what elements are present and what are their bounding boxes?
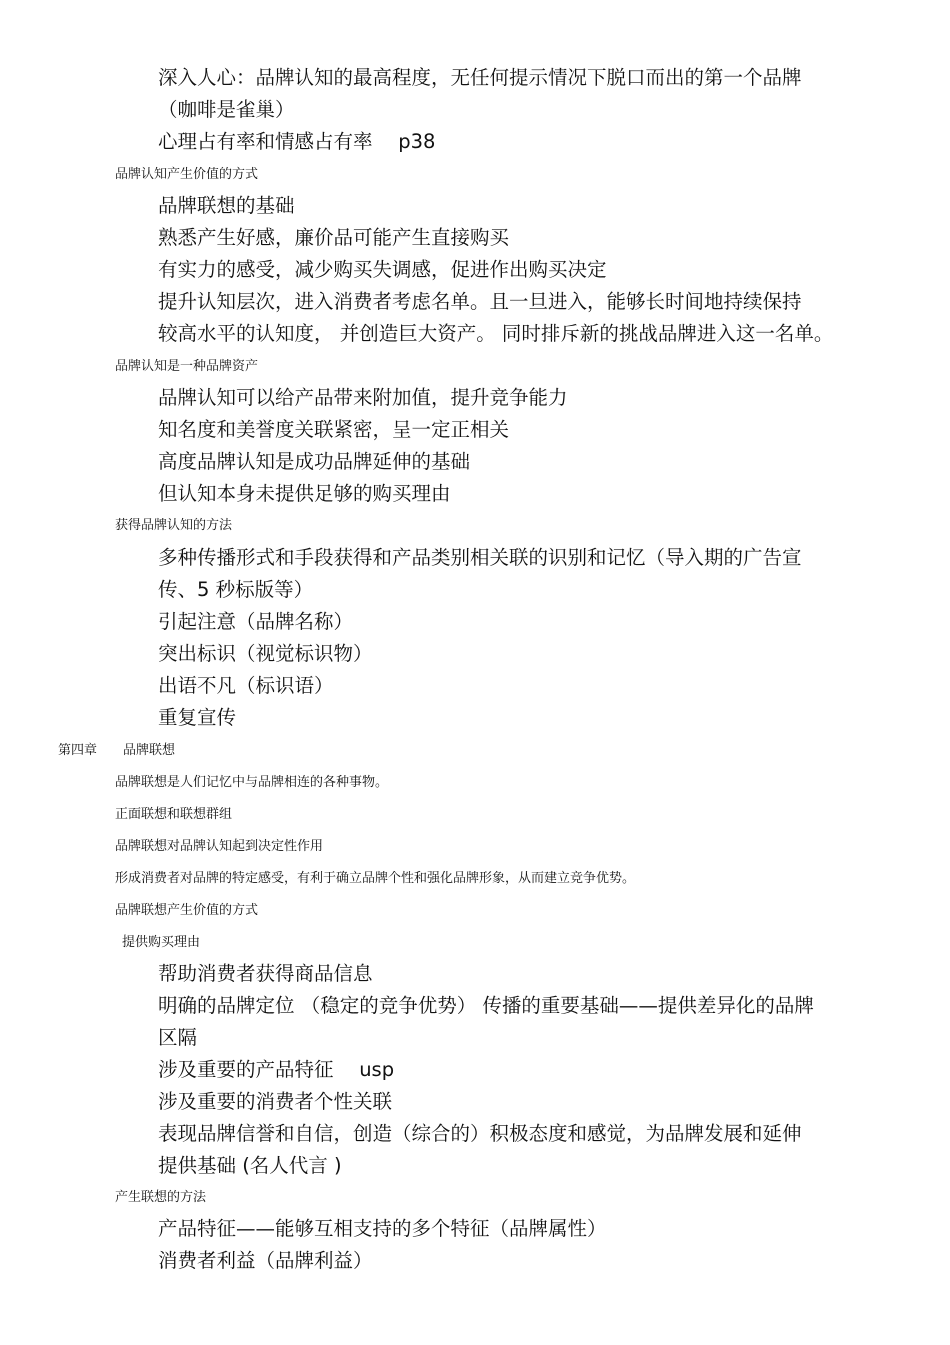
text-line: 帮助消费者获得商品信息 [158,962,373,985]
text-line: 形成消费者对品牌的特定感受，有利于确立品牌个性和强化品牌形象，从而建立竞争优势。 [115,871,636,886]
text-line: 涉及重要的消费者个性关联 [158,1090,393,1113]
section-heading: 品牌联想产生价值的方式 [115,903,259,918]
sub-heading: 提供购买理由 [122,935,201,950]
text-line: 深入人心：品牌认知的最高程度，无任何提示情况下脱口而出的第一个品牌 [158,66,802,89]
text-line: 提供基础 (名人代言 ) [158,1154,342,1177]
text-line: 重复宣传 [158,706,237,729]
text-line: 知名度和美誉度关联紧密，呈一定正相关 [158,418,510,441]
chapter-heading: 第四章 品牌联想 [58,743,176,758]
section-heading: 品牌认知是一种品牌资产 [115,359,259,374]
text-line: 突出标识（视觉标识物） [158,642,373,665]
text-line: 品牌联想的基础 [158,194,295,217]
text-line: 表现品牌信誉和自信，创造（综合的）积极态度和感觉，为品牌发展和延伸 [158,1122,802,1145]
text-line: 涉及重要的产品特征 usp [158,1058,395,1081]
text-line: 但认知本身未提供足够的购买理由 [158,482,451,505]
text-line: 消费者利益（品牌利益） [158,1249,373,1272]
text-line: 正面联想和联想群组 [115,807,233,822]
text-line: 明确的品牌定位 （稳定的竞争优势） 传播的重要基础——提供差异化的品牌 [158,994,814,1017]
text-line: 高度品牌认知是成功品牌延伸的基础 [158,450,471,473]
text-line: 提升认知层次，进入消费者考虑名单。且一旦进入，能够长时间地持续保持 [158,290,802,313]
text-line: 较高水平的认知度， 并创造巨大资产。 同时排斥新的挑战品牌进入这一名单。 [158,322,834,345]
text-line: （咖啡是雀巢） [158,98,295,121]
section-heading: 获得品牌认知的方法 [115,518,233,533]
text-line: 产品特征——能够互相支持的多个特征（品牌属性） [158,1217,607,1240]
text-line: 品牌联想对品牌认知起到决定性作用 [115,839,324,854]
text-line: 熟悉产生好感，廉价品可能产生直接购买 [158,226,510,249]
text-line: 有实力的感受，减少购买失调感，促进作出购买决定 [158,258,607,281]
text-line: 传、5 秒标版等） [158,578,314,601]
text-line: 品牌联想是人们记忆中与品牌相连的各种事物。 [115,775,389,790]
text-line: 品牌认知可以给产品带来附加值，提升竞争能力 [158,386,568,409]
section-heading: 产生联想的方法 [115,1190,207,1205]
section-heading: 品牌认知产生价值的方式 [115,167,259,182]
text-line: 多种传播形式和手段获得和产品类别相关联的识别和记忆（导入期的广告宣 [158,546,802,569]
text-line: 区隔 [158,1026,198,1049]
text-line: 心理占有率和情感占有率 p38 [158,130,436,153]
text-line: 引起注意（品牌名称） [158,610,354,633]
text-line: 出语不凡（标识语） [158,674,334,697]
